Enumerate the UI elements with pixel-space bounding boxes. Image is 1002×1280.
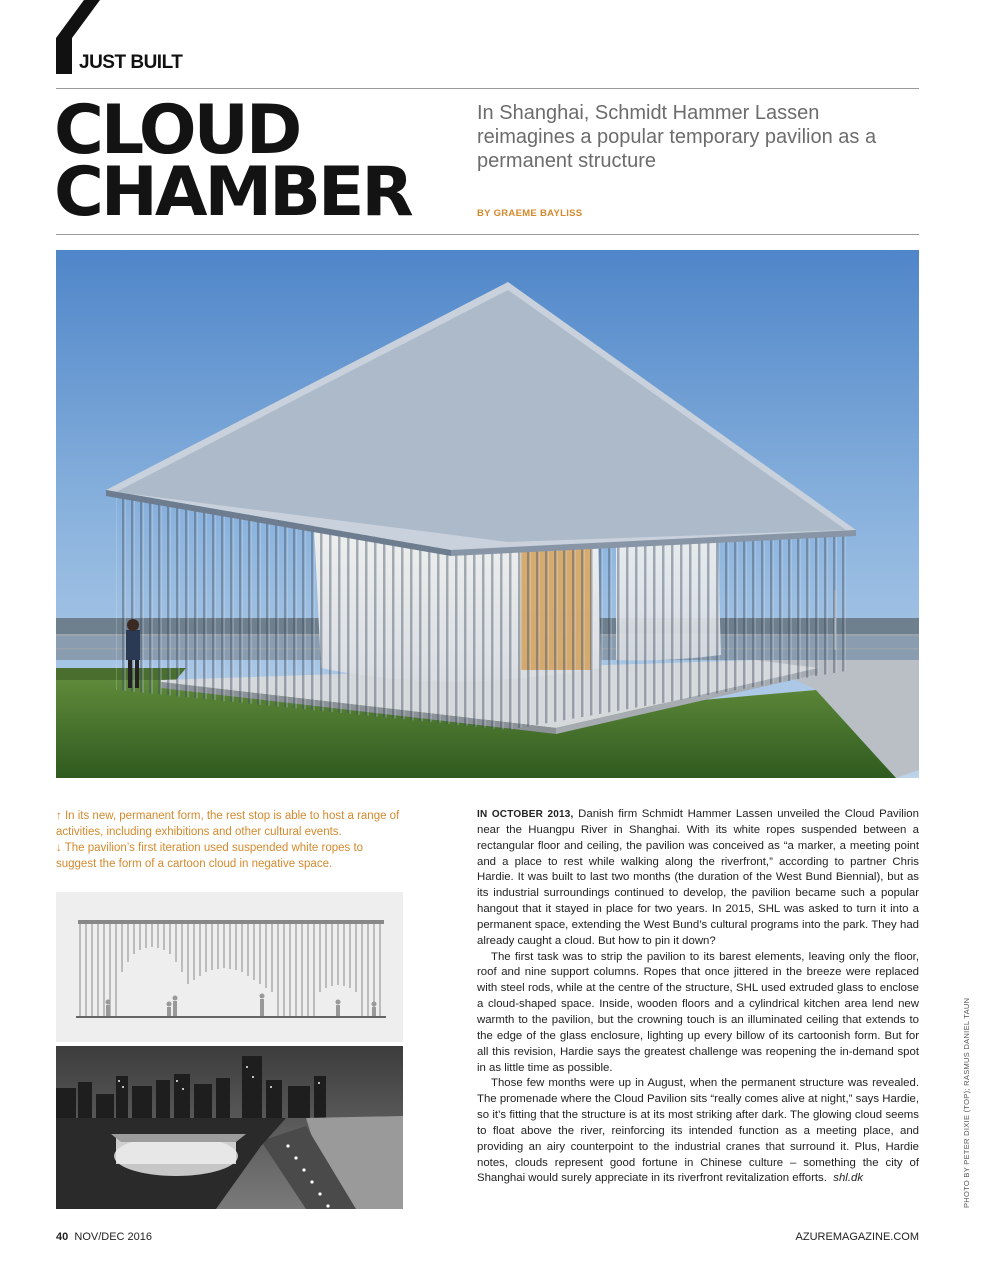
- body-paragraph-1: [477, 807, 919, 950]
- top-rule: [56, 88, 919, 89]
- body-paragraph-2: The first task was to strip the pavilion to its barest elements, leaving only the floor, roof and nine support columns. Ropes that once jittered in the breeze were replaced with steel rods, while at the centre of the structure, SHL used extruded glass to enclose a cloud-shaped space. Inside, wooden floors and a cylindrical kitchen area lend new warmth to the pavilion, but the crowning touch is an illuminated ceiling that extends to the edge of the glass enclosure, lighting up every billow of its cartoonish form. But for all this revision, Hardie says the greatest challenge was reopening the in-demand spot in as little time as possible.: [477, 950, 919, 1074]
- headline-line-2: CHAMBER: [54, 153, 411, 232]
- photo-captions: [56, 808, 406, 872]
- page-number: 40: [56, 1231, 69, 1243]
- website-signoff: shl.dk: [833, 1172, 864, 1185]
- photo-credit: PHOTO BY PETER DIXIE (TOP); RASMUS DANIEL TAUN: [962, 997, 971, 1208]
- article-body: [477, 807, 919, 1187]
- hero-photo-pavilion: [56, 250, 919, 778]
- headline: [54, 91, 434, 232]
- caption-top-photo: ↑ In its new, permanent form, the rest stop is able to host a range of activities, including exhibitions and other cultural events.: [56, 810, 400, 838]
- byline: BY GRAEME BAYLISS: [477, 208, 583, 219]
- night-aerial-photo: [56, 1046, 403, 1209]
- caption-bottom-photo: ↓ The pavilion’s first iteration used suspended white ropes to suggest the form of a cartoon cloud in negative space.: [56, 842, 364, 870]
- header-bottom-rule: [56, 234, 919, 235]
- magazine-website: AZUREMAGAZINE.COM: [795, 1231, 919, 1243]
- lead-in: IN OCTOBER 2013,: [477, 809, 574, 820]
- section-label: JUST BUILT: [79, 52, 183, 73]
- headline-line-1: CLOUD: [54, 91, 300, 170]
- folio: [56, 1231, 152, 1243]
- issue-date: NOV/DEC 2016: [74, 1231, 153, 1243]
- body-paragraph-3: [477, 1076, 919, 1187]
- paragraph-3-text: Those few months were up in August, when the permanent structure was revealed. The promenade where the Cloud Pavilion sits “really comes alive at night,” says Hardie, so it’s fitting that the structure is at its most striking after dark. The glowing cloud seems to float above the river, reinforcing its intended function as a meeting place, and providing an airy counterpoint to the industrial cranes that surround it. Plus, Hardie notes, clouds represent good fortune in Chinese culture – something the city of Shanghai would surely appreciate in its riverfront revitalization efforts.: [477, 1077, 919, 1185]
- paragraph-1-text: Danish firm Schmidt Hammer Lassen unveiled the Cloud Pavilion near the Huangpu River in Shanghai. With its white ropes suspended between a rectangular floor and ceiling, the pavilion was conceived as “a marker, a meeting point and a place to rest while walking along the riverfront,” according to partner Chris Hardie. It was built to last two months (the duration of the West Bund Biennial), but as its industrial surroundings continued to develop, the pavilion became such a popular hangout that it stayed in place for two years. In 2015, SHL was asked to turn it into a permanent space, extending the West Bund’s cultural programs into the park. They had already caught a cloud. But how to pin it down?: [477, 808, 919, 947]
- dek: In Shanghai, Schmidt Hammer Lassen reimagines a popular temporary pavilion as a permanent structure: [477, 102, 877, 172]
- elevation-drawing: [56, 892, 403, 1042]
